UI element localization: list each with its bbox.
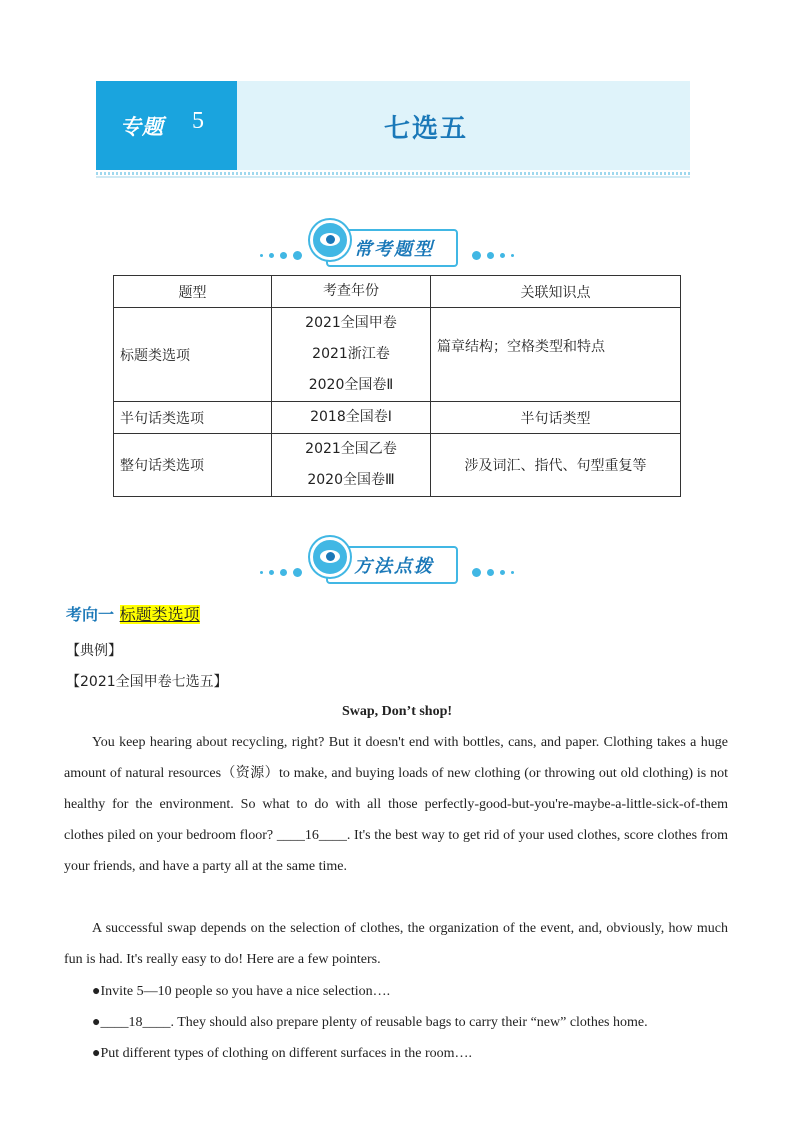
section-badge-method-tips [258,537,538,587]
type-cell: 标题类选项 [114,308,272,402]
points-cell: 涉及词汇、指代、句型重复等 [431,434,681,497]
right-dots [472,250,520,260]
table-row [114,434,681,497]
eye-icon [310,537,350,577]
topic-label: 专题 [120,115,164,139]
points-cell: 篇章结构；空格类型和特点 [431,308,681,402]
year-entry: 2020全国卷Ⅲ [307,472,395,488]
column-header: 考查年份 [272,276,431,308]
year-entry: 2020全国卷Ⅱ [308,377,394,393]
years-cell [272,402,431,434]
page-title: 七选五 [384,114,469,144]
section-title: 常考题型 [354,239,434,260]
passage-title: Swap, Don’t shop! [341,704,453,719]
table-header-row [114,276,681,308]
header-divider-line [96,176,690,178]
topic-tab [96,81,237,170]
years-cell [272,308,431,402]
type-cell: 半句话类选项 [114,402,272,434]
year-entry: 2021浙江卷 [312,346,390,362]
year-entry: 2018全国卷Ⅰ [310,409,392,425]
eye-icon [310,220,350,260]
section-badge-common-types [258,220,538,270]
year-entry: 2021全国甲卷 [305,315,397,331]
left-dots [260,250,308,260]
topic-number: 5 [192,108,204,134]
right-dots [472,567,520,577]
bullet-item: ●Invite 5—10 people so you have a nice selection…. [92,984,391,999]
section-title: 方法点拨 [354,556,434,577]
left-dots [260,567,308,577]
example-tag: 【典例】 [66,643,122,659]
bullet-item: ●Put different types of clothing on different surfaces in the room…. [92,1046,473,1061]
table-row [114,308,681,402]
passage-paragraph-1: You keep hearing about recycling, right? But it doesn't end with bottles, cans, and paper. Clothing takes a huge amount of natural resources（资源）to make, and buying loads of new clothing (or throwing out old clothing) is not healthy for the environment. So what to do with all those perfectly-good-but-you're-maybe-a-little-sick-of-them clothes piled on your bedroom floor? ____16____. It's the best way to get rid of your used clothes, score clothes from your friends, and have a party all at the same time. [64,735,728,874]
type-cell: 整句话类选项 [114,434,272,497]
year-entry: 2021全国乙卷 [305,441,397,457]
direction-heading [66,602,200,625]
passage-paragraph-2: A successful swap depends on the selection of clothes, the organization of the event, and, obviously, how much fun is had. It's really easy to do! Here are a few pointers. [64,921,728,967]
source-tag: 【2021全国甲卷七选五】 [66,674,228,690]
bullet-item: ●____18____. They should also prepare plenty of reusable bags to carry their “new” clothes home. [92,1015,648,1030]
direction-label: 考向一 [66,605,115,624]
years-cell [272,434,431,497]
table-row [114,402,681,434]
header-divider [96,172,690,175]
question-type-table [113,275,681,497]
column-header: 题型 [114,276,272,308]
points-cell: 半句话类型 [431,402,681,434]
column-header: 关联知识点 [431,276,681,308]
direction-name: 标题类选项 [119,605,200,624]
